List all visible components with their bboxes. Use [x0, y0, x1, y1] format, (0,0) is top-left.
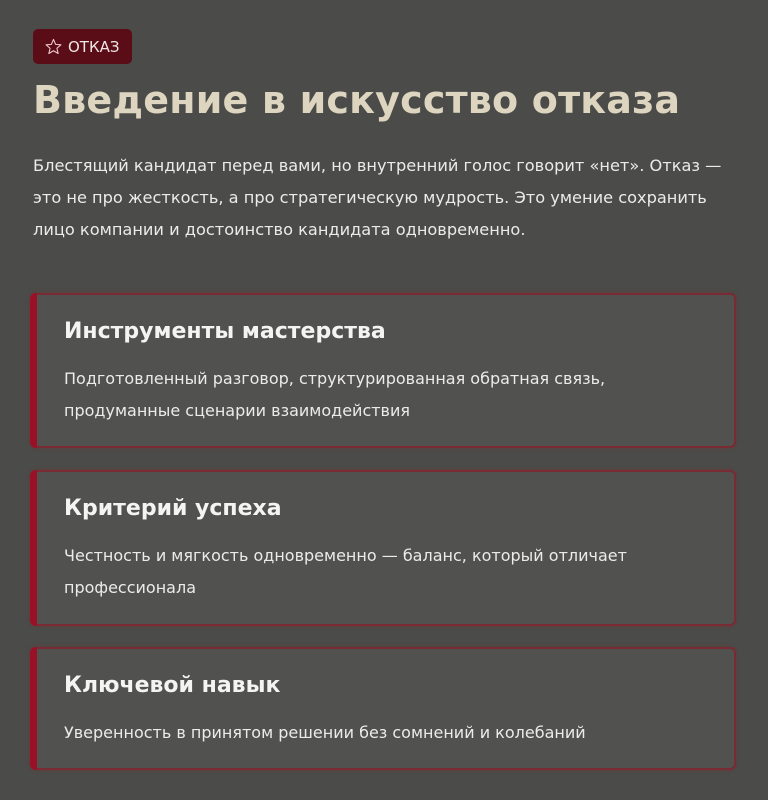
card-tools — [30, 293, 736, 448]
card-text: Честность и мягкость одновременно — баланс, который отличает профессионала — [64, 546, 627, 597]
badge-label: ОТКАЗ — [68, 37, 120, 56]
card-success-criterion — [30, 470, 736, 626]
intro-text: Блестящий кандидат перед вами, но внутренний голос говорит «нет». Отказ — это не про жесткость, а про стратегическую мудрость. Это умение сохранить лицо компании и достоинство кандидата одновременно. — [33, 156, 722, 239]
star-icon — [45, 38, 62, 55]
card-title: Инструменты мастерства — [64, 319, 386, 344]
card-text: Подготовленный разговор, структурированная обратная связь, продуманные сценарии взаимодействия — [64, 369, 606, 420]
card-title: Критерий успеха — [64, 496, 282, 521]
card-key-skill — [30, 647, 736, 770]
page-title: Введение в искусство отказа — [33, 78, 681, 122]
card-title: Ключевой навык — [64, 673, 281, 698]
section-badge — [33, 29, 132, 64]
card-text: Уверенность в принятом решении без сомнений и колебаний — [64, 723, 586, 742]
